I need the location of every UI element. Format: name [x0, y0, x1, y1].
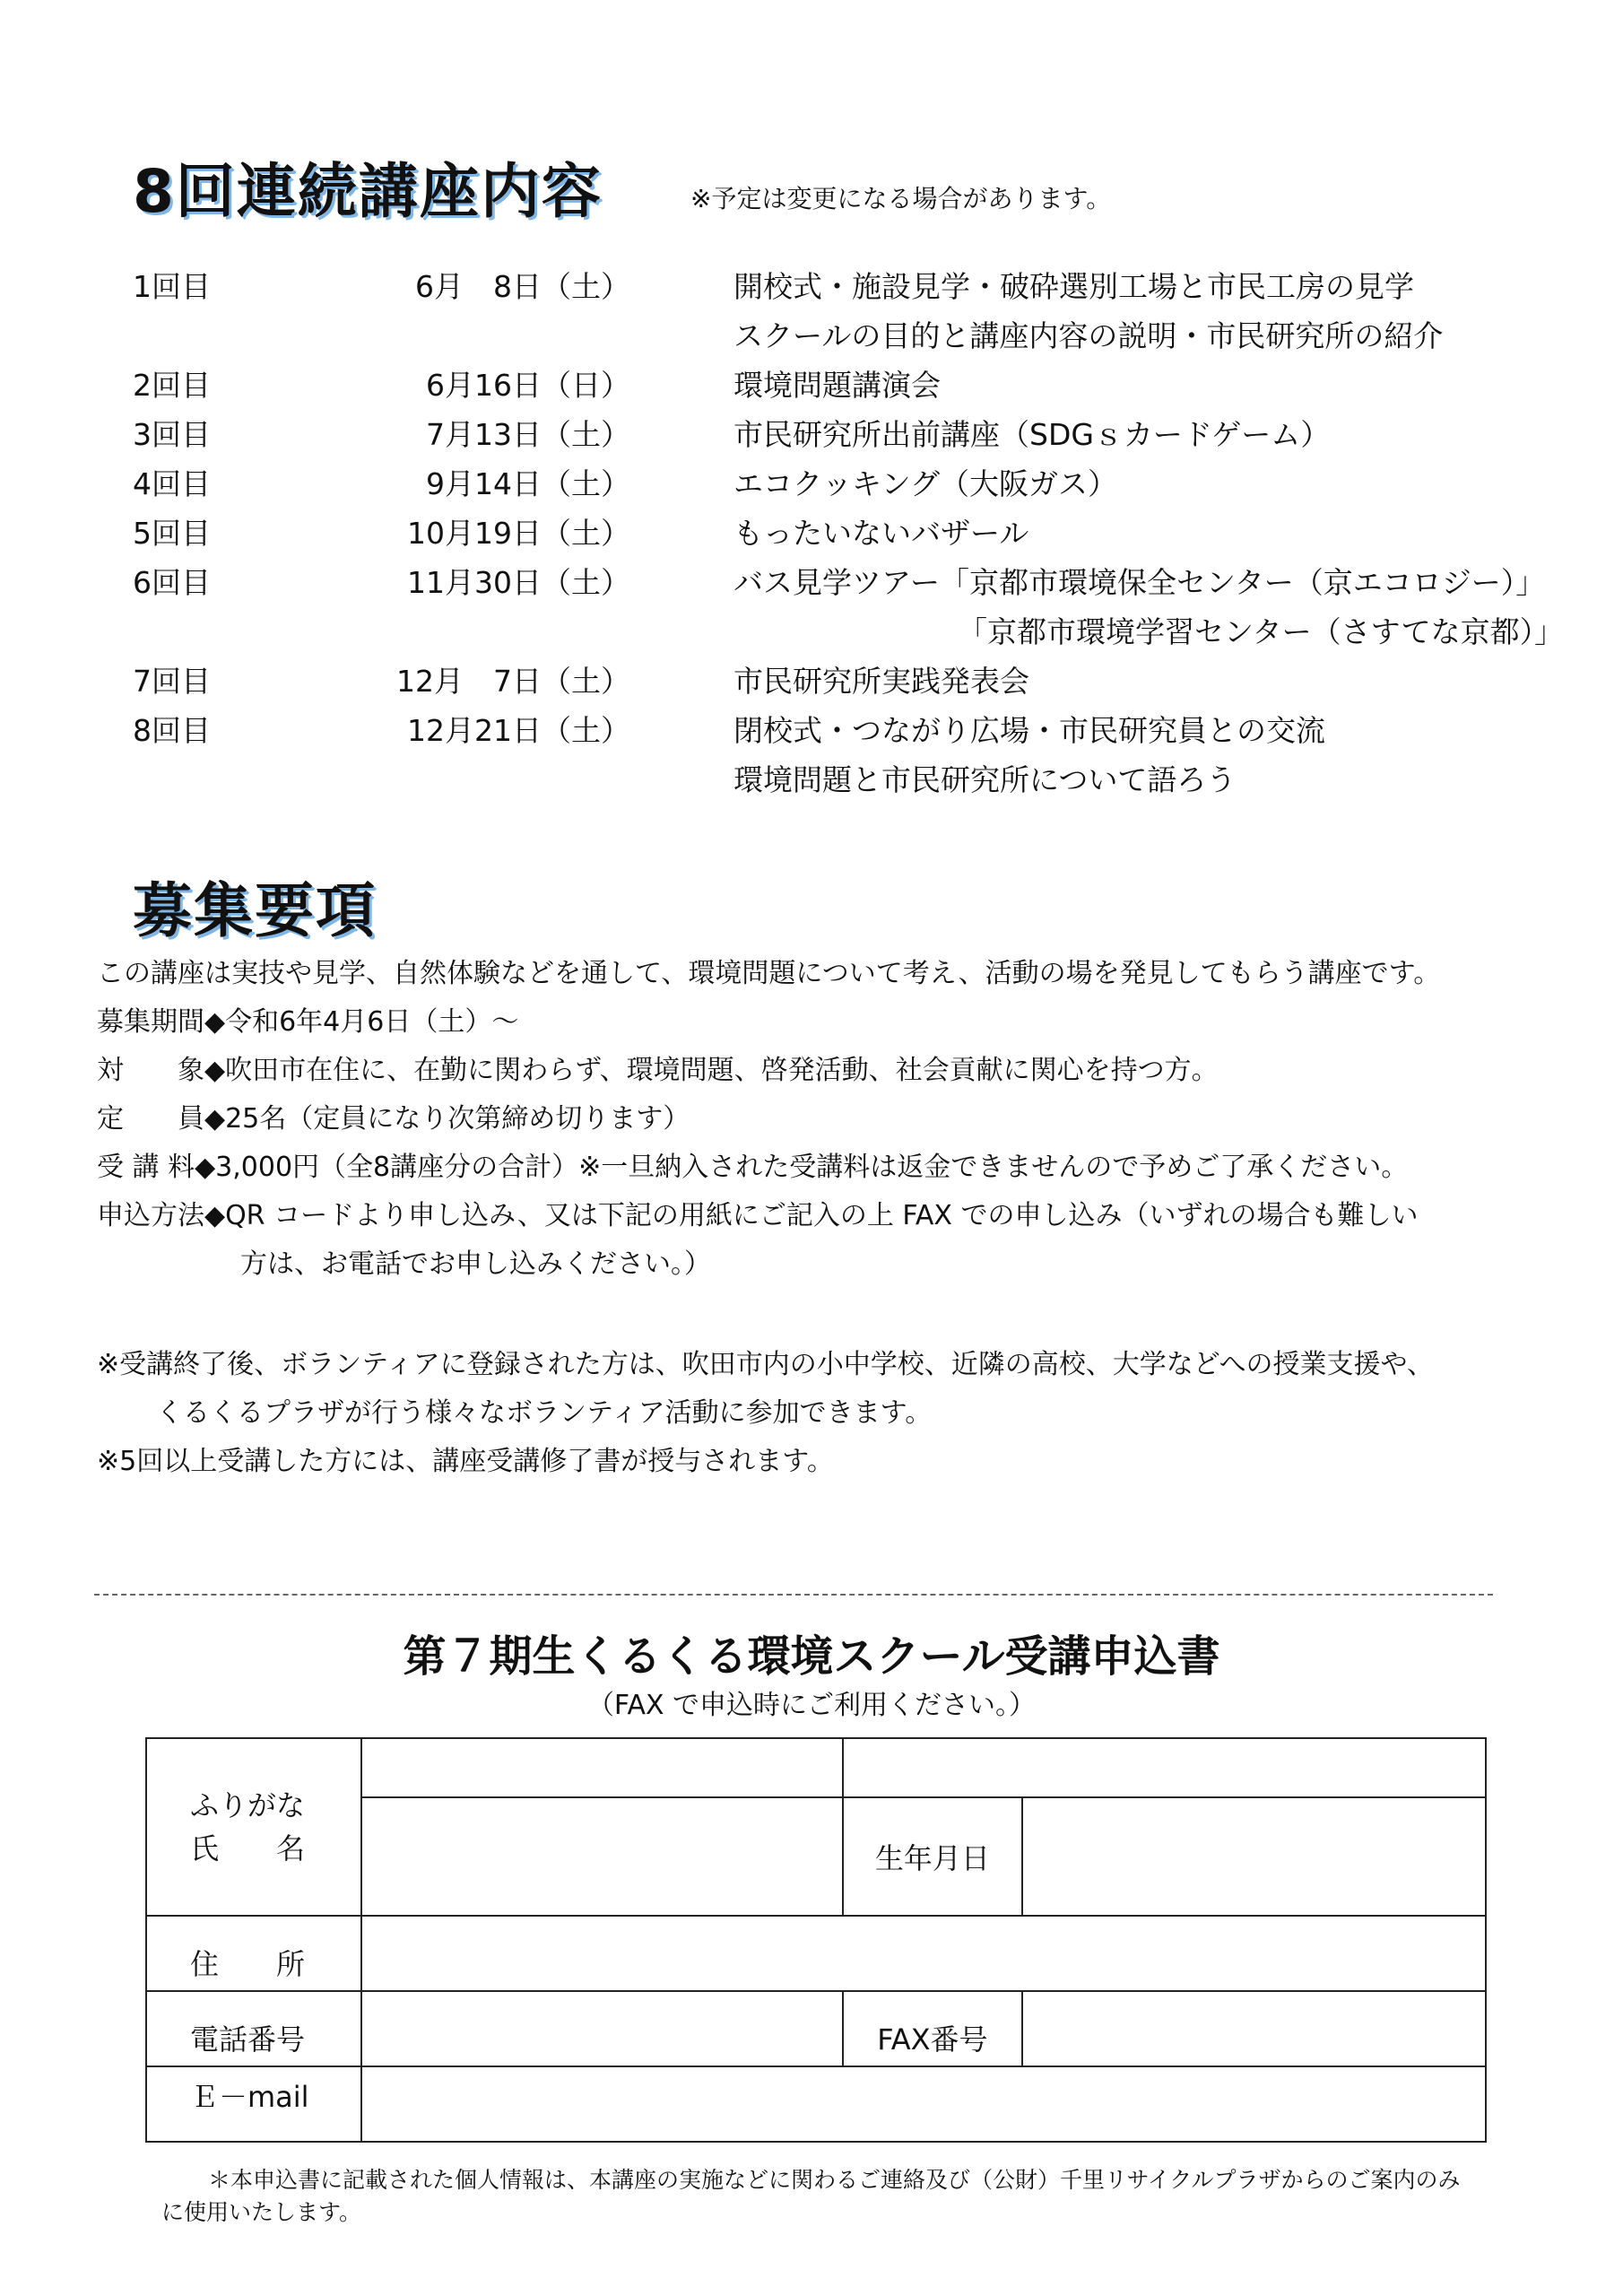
recruit-period: 募集期間◆令和6年4月6日（土）～	[97, 1006, 519, 1038]
birthdate-label: 生年月日	[843, 1797, 1022, 1916]
schedule-row-date	[276, 607, 630, 657]
recruit-method: 申込方法◆QR コードより申し込み、又は下記の用紙にご記入の上 FAX での申し込み（いずれの場合も難しい	[97, 1200, 1419, 1231]
recruit-note-volunteer-cont: くるくるプラザが行う様々なボランティア活動に参加できます。	[156, 1397, 933, 1429]
schedule-row	[133, 607, 1564, 657]
schedule-row	[133, 262, 1564, 311]
furigana-field-2[interactable]	[843, 1738, 1486, 1797]
schedule-row-number: 3回目	[133, 417, 211, 452]
schedule-row-content: 市民研究所出前講座（SDGｓカードゲーム）	[733, 417, 1331, 452]
fax-field[interactable]	[1022, 1991, 1486, 2066]
fax-label: FAX番号	[843, 1991, 1022, 2066]
schedule-row-number: 7回目	[133, 664, 211, 699]
schedule-row-date: 11月30日（土）	[407, 565, 630, 600]
schedule-row-content: 環境問題講演会	[733, 368, 941, 403]
schedule-row	[133, 755, 1564, 804]
schedule-row-content: バス見学ツアー「京都市環境保全センター（京エコロジー）」	[733, 565, 1546, 600]
recruit-fee: 受 講 料◆3,000円（全8講座分の合計）※一旦納入された受講料は返金できませんので予めご了承ください。	[97, 1152, 1409, 1183]
schedule-row-date: 6月16日（日）	[426, 368, 630, 403]
address-field[interactable]	[361, 1916, 1486, 1991]
furigana-label: ふりがな	[190, 1788, 306, 1822]
schedule-row	[133, 410, 1564, 459]
schedule-heading: 8回連続講座内容	[133, 157, 603, 226]
schedule-list	[133, 262, 1564, 804]
schedule-row-content: 環境問題と市民研究所について語ろう	[733, 762, 1237, 797]
schedule-row-content: 閉校式・つながり広場・市民研究員との交流	[733, 713, 1325, 748]
schedule-row-content: もったいないバザール	[733, 516, 1029, 551]
schedule-row-date: 6月 8日（土）	[415, 269, 630, 304]
privacy-note	[161, 2164, 1506, 2229]
schedule-row-date: 12月21日（土）	[407, 713, 630, 748]
schedule-row-date	[276, 755, 630, 804]
schedule-row-date: 10月19日（土）	[407, 516, 630, 551]
phone-label: 電話番号	[146, 1991, 361, 2066]
schedule-row-number	[133, 607, 276, 657]
schedule-row	[133, 311, 1564, 361]
privacy-note-line1: ＊本申込書に記載された個人情報は、本講座の実施などに関わるご連絡及び（公財）千里リサイクルプラザからのご案内のみ	[208, 2167, 1461, 2193]
schedule-row-content: スクールの目的と講座内容の説明・市民研究所の紹介	[733, 318, 1444, 353]
schedule-row-number: 4回目	[133, 466, 211, 501]
birthdate-field[interactable]	[1022, 1797, 1486, 1916]
recruit-note-volunteer: ※受講終了後、ボランティアに登録された方は、吹田市内の小中学校、近隣の高校、大学などへの授業支援や、	[97, 1349, 1434, 1380]
privacy-note-line2: に使用いたします。	[161, 2199, 362, 2225]
address-label: 住 所	[146, 1916, 361, 1991]
schedule-row	[133, 706, 1564, 755]
form-subtitle: （FAX で申込時にご利用ください。）	[586, 1690, 1037, 1721]
schedule-row	[133, 509, 1564, 558]
name-label-cell	[146, 1738, 361, 1916]
schedule-row-content: 開校式・施設見学・破砕選別工場と市民工房の見学	[733, 269, 1414, 304]
recruit-intro: この講座は実技や見学、自然体験などを通して、環境問題について考え、活動の場を発見してもらう講座です。	[97, 958, 1441, 989]
schedule-row-content: 市民研究所実践発表会	[733, 664, 1029, 699]
application-form	[145, 1737, 1487, 2143]
name-label: 氏 名	[190, 1831, 306, 1866]
recruit-heading: 募集要項	[133, 876, 377, 945]
schedule-row	[133, 361, 1564, 410]
email-label: Ｅ－mail	[146, 2066, 361, 2142]
schedule-row-date: 7月13日（土）	[426, 417, 630, 452]
recruit-note-certificate: ※5回以上受講した方には、講座受講修了書が授与されます。	[97, 1446, 834, 1477]
schedule-row-date	[276, 311, 630, 361]
schedule-row-date: 9月14日（土）	[426, 466, 630, 501]
email-field[interactable]	[361, 2066, 1486, 2142]
schedule-row-number	[133, 311, 276, 361]
schedule-row-content: エコクッキング（大阪ガス）	[733, 466, 1118, 501]
schedule-row-number: 8回目	[133, 713, 211, 748]
name-field[interactable]	[361, 1797, 843, 1916]
schedule-row-number: 6回目	[133, 565, 211, 600]
schedule-row-date: 12月 7日（土）	[396, 664, 630, 699]
schedule-row-number: 1回目	[133, 269, 211, 304]
schedule-row-number: 2回目	[133, 368, 211, 403]
schedule-row-number: 5回目	[133, 516, 211, 551]
schedule-note: ※予定は変更になる場合があります。	[690, 184, 1112, 213]
schedule-row	[133, 657, 1564, 706]
schedule-row	[133, 558, 1564, 607]
schedule-row	[133, 459, 1564, 509]
schedule-row-number	[133, 755, 276, 804]
recruit-capacity: 定 員◆25名（定員になり次第締め切ります）	[97, 1103, 690, 1135]
recruit-body	[97, 952, 1585, 1489]
furigana-field[interactable]	[361, 1738, 843, 1797]
form-title: 第７期生くるくる環境スクール受講申込書	[403, 1631, 1220, 1682]
cut-line	[94, 1594, 1493, 1596]
schedule-row-content: 「京都市環境学習センター（さすてな京都）」	[958, 614, 1565, 649]
phone-field[interactable]	[361, 1991, 843, 2066]
recruit-target: 対 象◆吹田市在住に、在勤に関わらず、環境問題、啓発活動、社会貢献に関心を持つ方。	[97, 1055, 1219, 1086]
recruit-method-cont: 方は、お電話でお申し込みください。）	[240, 1248, 711, 1280]
